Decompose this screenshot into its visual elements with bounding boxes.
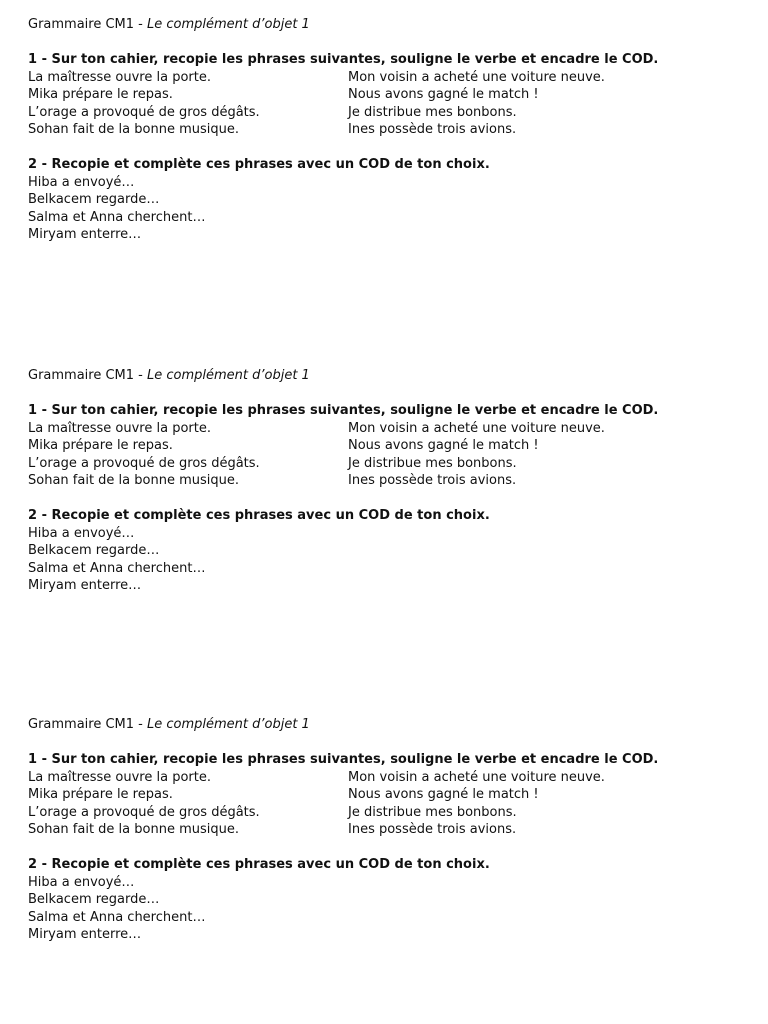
list-item: Belkacem regarde… bbox=[28, 892, 160, 907]
sentence: Je distribue mes bonbons. bbox=[348, 455, 517, 471]
sentence: Mika prépare le repas. bbox=[28, 438, 173, 453]
sentence: Nous avons gagné le match ! bbox=[348, 438, 539, 453]
list-item: Salma et Anna cherchent… bbox=[28, 560, 206, 576]
spacer bbox=[28, 385, 748, 403]
exercise-2-instruction: 2 - Recopie et complète ces phrases avec un COD de ton choix. bbox=[28, 857, 490, 872]
worksheet-copy-3 bbox=[28, 716, 748, 944]
title-topic: Le complément d’objet 1 bbox=[147, 17, 310, 32]
spacer bbox=[28, 139, 748, 157]
sentence: Sohan fait de la bonne musique. bbox=[28, 473, 239, 488]
sentence: Mon voisin a acheté une voiture neuve. bbox=[348, 69, 605, 85]
exercise-1-right-column bbox=[348, 420, 605, 490]
sentence: Mon voisin a acheté une voiture neuve. bbox=[348, 420, 605, 436]
exercise-2-instruction: 2 - Recopie et complète ces phrases avec un COD de ton choix. bbox=[28, 157, 490, 172]
worksheet-copy-1 bbox=[28, 16, 748, 244]
exercise-1-right-column bbox=[348, 69, 605, 139]
title-prefix: Grammaire CM1 - bbox=[28, 368, 147, 383]
list-item: Belkacem regarde… bbox=[28, 192, 160, 207]
exercise-1-sentences bbox=[28, 69, 748, 139]
sentence: Ines possède trois avions. bbox=[348, 822, 517, 837]
sentence: L’orage a provoqué de gros dégâts. bbox=[28, 804, 260, 820]
title-prefix: Grammaire CM1 - bbox=[28, 717, 147, 732]
list-item: Salma et Anna cherchent… bbox=[28, 209, 206, 225]
sentence: Ines possède trois avions. bbox=[348, 122, 517, 137]
sentence: Nous avons gagné le match ! bbox=[348, 87, 539, 102]
spacer bbox=[28, 839, 748, 857]
sentence: Mika prépare le repas. bbox=[28, 787, 173, 802]
list-item: Salma et Anna cherchent… bbox=[28, 909, 206, 925]
title-topic: Le complément d’objet 1 bbox=[147, 717, 310, 732]
worksheet-title bbox=[28, 716, 748, 734]
exercise-1-left-column bbox=[28, 769, 260, 839]
list-item: Miryam enterre… bbox=[28, 578, 142, 593]
sentence: Je distribue mes bonbons. bbox=[348, 804, 517, 820]
sentence: Sohan fait de la bonne musique. bbox=[28, 822, 239, 837]
sentence: La maîtresse ouvre la porte. bbox=[28, 69, 211, 85]
list-item: Hiba a envoyé… bbox=[28, 874, 135, 890]
exercise-2-items bbox=[28, 174, 748, 244]
sentence: Nous avons gagné le match ! bbox=[348, 787, 539, 802]
sentence: La maîtresse ouvre la porte. bbox=[28, 769, 211, 785]
sentence: Mika prépare le repas. bbox=[28, 87, 173, 102]
worksheet-title bbox=[28, 367, 748, 385]
exercise-1-instruction: 1 - Sur ton cahier, recopie les phrases suivantes, souligne le verbe et encadre le COD. bbox=[28, 52, 659, 67]
exercise-1-instruction: 1 - Sur ton cahier, recopie les phrases suivantes, souligne le verbe et encadre le COD. bbox=[28, 403, 659, 418]
sentence: Mon voisin a acheté une voiture neuve. bbox=[348, 769, 605, 785]
spacer bbox=[28, 34, 748, 52]
exercise-2-items bbox=[28, 874, 748, 944]
exercise-1-left-column bbox=[28, 69, 260, 139]
sentence: Je distribue mes bonbons. bbox=[348, 104, 517, 120]
title-prefix: Grammaire CM1 - bbox=[28, 17, 147, 32]
exercise-1-sentences bbox=[28, 420, 748, 490]
worksheet-title bbox=[28, 16, 748, 34]
list-item: Hiba a envoyé… bbox=[28, 525, 135, 541]
exercise-1-right-column bbox=[348, 769, 605, 839]
spacer bbox=[28, 734, 748, 752]
list-item: Miryam enterre… bbox=[28, 927, 142, 942]
list-item: Hiba a envoyé… bbox=[28, 174, 135, 190]
sentence: Sohan fait de la bonne musique. bbox=[28, 122, 239, 137]
sentence: La maîtresse ouvre la porte. bbox=[28, 420, 211, 436]
sentence: L’orage a provoqué de gros dégâts. bbox=[28, 104, 260, 120]
sentence: Ines possède trois avions. bbox=[348, 473, 517, 488]
exercise-1-sentences bbox=[28, 769, 748, 839]
exercise-2-items bbox=[28, 525, 748, 595]
title-topic: Le complément d’objet 1 bbox=[147, 368, 310, 383]
exercise-1-instruction: 1 - Sur ton cahier, recopie les phrases suivantes, souligne le verbe et encadre le COD. bbox=[28, 752, 659, 767]
sentence: L’orage a provoqué de gros dégâts. bbox=[28, 455, 260, 471]
list-item: Belkacem regarde… bbox=[28, 543, 160, 558]
list-item: Miryam enterre… bbox=[28, 227, 142, 242]
exercise-1-left-column bbox=[28, 420, 260, 490]
exercise-2-instruction: 2 - Recopie et complète ces phrases avec un COD de ton choix. bbox=[28, 508, 490, 523]
spacer bbox=[28, 490, 748, 508]
worksheet-copy-2 bbox=[28, 367, 748, 595]
